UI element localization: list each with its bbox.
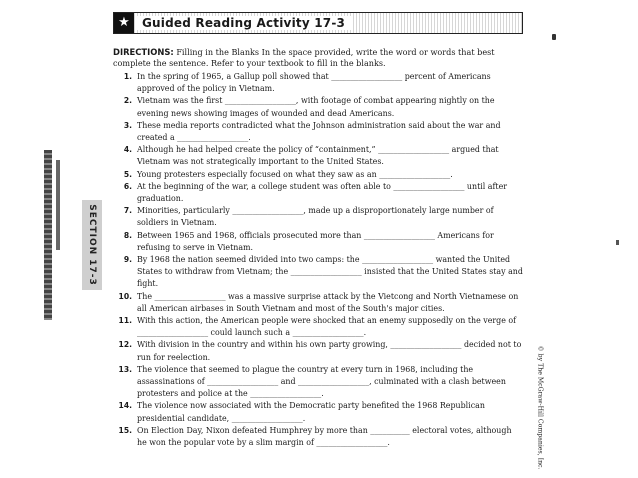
question-11: [113, 315, 523, 339]
question-9: [113, 254, 523, 291]
question-6: [113, 181, 523, 205]
question-number: 2.: [123, 96, 132, 106]
question-number: 7.: [123, 206, 132, 216]
activity-header: [113, 12, 523, 34]
directions-text: Filling in the Blanks In the space provided, write the word or words that best complete the sentence. Refer to your textbook to fill in the blanks.: [113, 47, 495, 68]
question-number: 6.: [123, 181, 132, 191]
scan-edge-bar: [44, 150, 52, 320]
question-text: The violence that seemed to plague the country at every turn in 1968, including the assassinations of __________________ and __________________, culminated with a clash between protesters and police at the __________________.: [137, 364, 506, 399]
question-number: 8.: [123, 230, 132, 240]
question-number: 11.: [118, 316, 132, 326]
question-text: Vietnam was the first __________________, with footage of combat appearing nightly on the evening news showing images of wounded and dead Americans.: [137, 96, 495, 118]
star-icon: ★: [114, 13, 134, 33]
question-number: 5.: [123, 169, 132, 179]
question-1: [113, 71, 523, 95]
question-number: 15.: [118, 425, 132, 435]
question-text: Young protesters especially focused on what they saw as an __________________.: [137, 169, 453, 179]
question-number: 1.: [123, 72, 132, 81]
question-15: [113, 425, 523, 449]
scan-edge-bar-secondary: [56, 160, 60, 250]
section-tab-label: SECTION 17-3: [87, 204, 97, 286]
question-number: 4.: [123, 145, 132, 155]
copyright-text: © by The McGraw-Hill Companies, Inc.: [536, 345, 544, 469]
question-5: [113, 169, 523, 181]
question-text: The violence now associated with the Democratic party benefited the 1968 Republican presidential candidate, __________________.: [137, 401, 485, 423]
question-8: [113, 230, 523, 254]
question-list: [113, 71, 523, 449]
question-10: [113, 291, 523, 315]
copyright-notice: [534, 345, 546, 469]
question-7: [113, 205, 523, 229]
question-number: 14.: [118, 401, 132, 411]
scan-speck: [552, 34, 556, 40]
question-3: [113, 120, 523, 144]
directions-label: DIRECTIONS:: [113, 47, 174, 57]
question-14: [113, 400, 523, 424]
question-4: [113, 144, 523, 168]
question-13: [113, 364, 523, 401]
scan-speck: [616, 240, 619, 245]
directions: [113, 47, 523, 68]
question-text: At the beginning of the war, a college student was often able to __________________ until after graduation.: [137, 181, 508, 204]
question-text: On Election Day, Nixon defeated Humphrey by more than __________ electoral votes, although he won the popular vote by a slim margin of __________________.: [137, 425, 512, 448]
question-number: 3.: [123, 120, 132, 130]
question-12: [113, 339, 523, 363]
question-number: 10.: [118, 291, 132, 301]
question-number: 9.: [123, 255, 132, 265]
question-text: Minorities, particularly __________________, made up a disproportionately large number of soldiers in Vietnam.: [137, 206, 494, 228]
question-text: By 1968 the nation seemed divided into two camps: the __________________ wanted the United States to withdraw from Vietnam; the __________________ insisted that the United States stay and fight.: [137, 255, 523, 289]
activity-title: Guided Reading Activity 17-3: [136, 16, 351, 30]
question-text: Between 1965 and 1968, officials prosecuted more than __________________ Americans for refusing to serve in Vietnam.: [137, 230, 494, 252]
question-text: The __________________ was a massive surprise attack by the Vietcong and North Vietnamese on all American airbases in South Vietnam and most of the South's major cities.: [137, 291, 519, 313]
section-tab: [82, 200, 102, 290]
question-number: 13.: [118, 364, 132, 374]
question-text: Although he had helped create the policy of “containment,” __________________ argued that Vietnam was not strategically important to the United States.: [137, 145, 499, 167]
question-2: [113, 95, 523, 119]
question-text: With this action, the American people were shocked that an enemy supposedly on the verge of __________________ could launch such a __________________.: [137, 316, 517, 338]
question-text: These media reports contradicted what the Johnson administration said about the war and created a __________________.: [137, 120, 501, 143]
question-number: 12.: [118, 340, 132, 350]
question-text: In the spring of 1965, a Gallup poll showed that __________________ percent of Americans approved of the policy in Vietnam.: [137, 72, 491, 94]
question-text: With division in the country and within his own party growing, __________________ decided not to run for reelection.: [137, 340, 522, 362]
